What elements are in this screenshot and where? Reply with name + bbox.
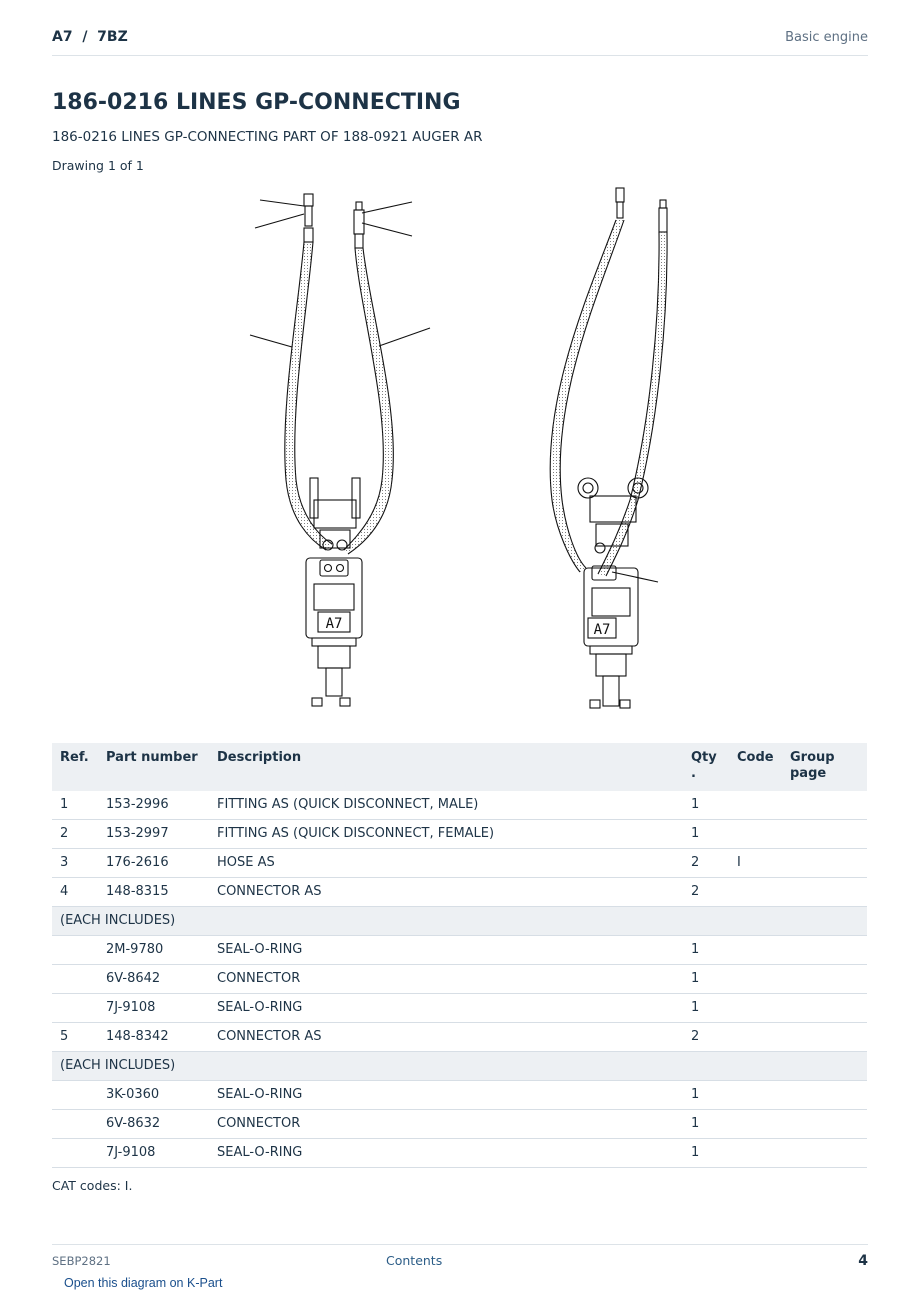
cell-qty: 2 <box>683 1023 729 1052</box>
page-header <box>52 28 868 56</box>
group-row <box>52 1052 867 1081</box>
cell-group-page <box>782 1139 867 1168</box>
output-housing <box>318 646 350 668</box>
leader-line <box>612 572 658 582</box>
contents-link[interactable]: Contents <box>386 1253 443 1268</box>
table-row <box>52 965 867 994</box>
cell-code <box>729 878 782 907</box>
table-row <box>52 1023 867 1052</box>
table-header-row <box>52 743 867 791</box>
kpart-link[interactable]: Open this diagram on K-Part <box>64 1276 223 1290</box>
connector-port <box>325 565 332 572</box>
cell-group-page <box>782 849 867 878</box>
cell-code <box>729 936 782 965</box>
cell-description: CONNECTOR <box>209 1110 683 1139</box>
cell-qty: 1 <box>683 965 729 994</box>
cell-group-page <box>782 936 867 965</box>
fitting-female <box>660 200 666 208</box>
cell-part-number: 7J-9108 <box>98 1139 209 1168</box>
leader-line <box>379 328 430 346</box>
group-label: (EACH INCLUDES) <box>52 1052 867 1081</box>
page-footer <box>52 1244 868 1275</box>
cell-ref: 2 <box>52 820 98 849</box>
cell-qty: 1 <box>683 791 729 820</box>
cell-qty: 1 <box>683 1139 729 1168</box>
fitting-body <box>617 202 623 218</box>
cell-ref: 5 <box>52 1023 98 1052</box>
cell-group-page <box>782 1023 867 1052</box>
cell-code <box>729 1081 782 1110</box>
motor-panel <box>314 584 354 610</box>
leader-line <box>362 223 412 236</box>
document-id: SEBP2821 <box>52 1254 111 1268</box>
parts-diagram <box>240 180 680 720</box>
cell-part-number: 176-2616 <box>98 849 209 878</box>
cell-description: FITTING AS (QUICK DISCONNECT, FEMALE) <box>209 820 683 849</box>
cell-description: SEAL-O-RING <box>209 994 683 1023</box>
cell-ref <box>52 1110 98 1139</box>
cell-part-number: 148-8315 <box>98 878 209 907</box>
cell-qty: 1 <box>683 1081 729 1110</box>
table-row <box>52 878 867 907</box>
cell-ref <box>52 1139 98 1168</box>
leader-line <box>362 202 412 213</box>
cell-description: SEAL-O-RING <box>209 1081 683 1110</box>
cell-group-page <box>782 878 867 907</box>
leader-line <box>250 335 292 347</box>
cell-ref <box>52 936 98 965</box>
cell-description: CONNECTOR AS <box>209 878 683 907</box>
model-breadcrumb: A7 / 7BZ <box>52 29 128 45</box>
cat-codes-note: CAT codes: I. <box>52 1178 133 1193</box>
left-view <box>250 194 430 706</box>
cell-part-number: 6V-8642 <box>98 965 209 994</box>
cell-qty: 2 <box>683 878 729 907</box>
shaft-pin <box>340 698 350 706</box>
table-row <box>52 1081 867 1110</box>
table-row <box>52 936 867 965</box>
table-row <box>52 1139 867 1168</box>
cell-group-page <box>782 965 867 994</box>
gear-housing <box>590 646 632 654</box>
cell-ref: 1 <box>52 791 98 820</box>
cell-qty: 1 <box>683 936 729 965</box>
cell-description: HOSE AS <box>209 849 683 878</box>
cell-code <box>729 1110 782 1139</box>
hose-left-inner <box>560 220 624 568</box>
cell-code <box>729 1023 782 1052</box>
cell-part-number: 7J-9108 <box>98 994 209 1023</box>
section-name: Basic engine <box>785 30 868 45</box>
cell-description: SEAL-O-RING <box>209 936 683 965</box>
cell-group-page <box>782 820 867 849</box>
model-label: A7 <box>593 622 611 638</box>
output-housing <box>596 654 626 676</box>
shaft-pin <box>590 700 600 708</box>
cell-description: CONNECTOR <box>209 965 683 994</box>
cell-code: I <box>729 849 782 878</box>
cell-ref <box>52 1081 98 1110</box>
cell-code <box>729 791 782 820</box>
gear-housing <box>312 638 356 646</box>
output-shaft <box>603 676 619 706</box>
group-row <box>52 907 867 936</box>
cell-code <box>729 994 782 1023</box>
shaft-pin <box>312 698 322 706</box>
fitting-body <box>659 208 667 232</box>
cell-qty: 1 <box>683 820 729 849</box>
port <box>595 543 605 553</box>
table-row <box>52 820 867 849</box>
hose-end <box>355 234 363 248</box>
cell-ref <box>52 994 98 1023</box>
cell-code <box>729 820 782 849</box>
cell-part-number: 6V-8632 <box>98 1110 209 1139</box>
header-ref: Ref. <box>52 743 98 791</box>
bracket-eye <box>578 478 598 498</box>
cell-description: FITTING AS (QUICK DISCONNECT, MALE) <box>209 791 683 820</box>
right-view <box>550 188 667 708</box>
cell-part-number: 153-2996 <box>98 791 209 820</box>
header-qty: Qty . <box>683 743 729 791</box>
table-row <box>52 791 867 820</box>
cell-description: CONNECTOR AS <box>209 1023 683 1052</box>
cell-part-number: 148-8342 <box>98 1023 209 1052</box>
cell-group-page <box>782 791 867 820</box>
group-label: (EACH INCLUDES) <box>52 907 867 936</box>
fitting-male <box>304 194 313 206</box>
mount-plate <box>314 500 356 528</box>
cell-ref <box>52 965 98 994</box>
cell-description: SEAL-O-RING <box>209 1139 683 1168</box>
bracket-pin <box>583 483 593 493</box>
connector-port <box>337 565 344 572</box>
leader-line <box>255 214 304 228</box>
cell-ref: 3 <box>52 849 98 878</box>
cell-code <box>729 1139 782 1168</box>
fitting-male <box>616 188 624 202</box>
cell-part-number: 3K-0360 <box>98 1081 209 1110</box>
output-shaft <box>326 668 342 696</box>
table-row <box>52 849 867 878</box>
cell-code <box>729 965 782 994</box>
header-part-number: Part number <box>98 743 209 791</box>
drawing-label: Drawing 1 of 1 <box>52 158 144 173</box>
header-description: Description <box>209 743 683 791</box>
page-title: 186-0216 LINES GP-CONNECTING <box>52 90 461 115</box>
fitting-body <box>305 206 312 226</box>
cell-qty: 1 <box>683 1110 729 1139</box>
table-row <box>52 994 867 1023</box>
cell-group-page <box>782 994 867 1023</box>
fitting-body <box>354 210 364 234</box>
leader-line <box>260 200 304 206</box>
parts-table <box>52 743 867 1168</box>
cell-group-page <box>782 1110 867 1139</box>
header-group-page: Group page <box>782 743 867 791</box>
cell-qty: 1 <box>683 994 729 1023</box>
header-code: Code <box>729 743 782 791</box>
cell-part-number: 153-2997 <box>98 820 209 849</box>
page-subtitle: 186-0216 LINES GP-CONNECTING PART OF 188-0921 AUGER AR <box>52 129 483 145</box>
page-number: 4 <box>858 1253 868 1269</box>
cell-ref: 4 <box>52 878 98 907</box>
hose-end <box>304 228 313 242</box>
cell-part-number: 2M-9780 <box>98 936 209 965</box>
cell-group-page <box>782 1081 867 1110</box>
shaft-pin <box>620 700 630 708</box>
model-label: A7 <box>325 616 343 632</box>
fitting-female <box>356 202 362 210</box>
motor-panel <box>592 588 630 616</box>
cell-qty: 2 <box>683 849 729 878</box>
table-row <box>52 1110 867 1139</box>
